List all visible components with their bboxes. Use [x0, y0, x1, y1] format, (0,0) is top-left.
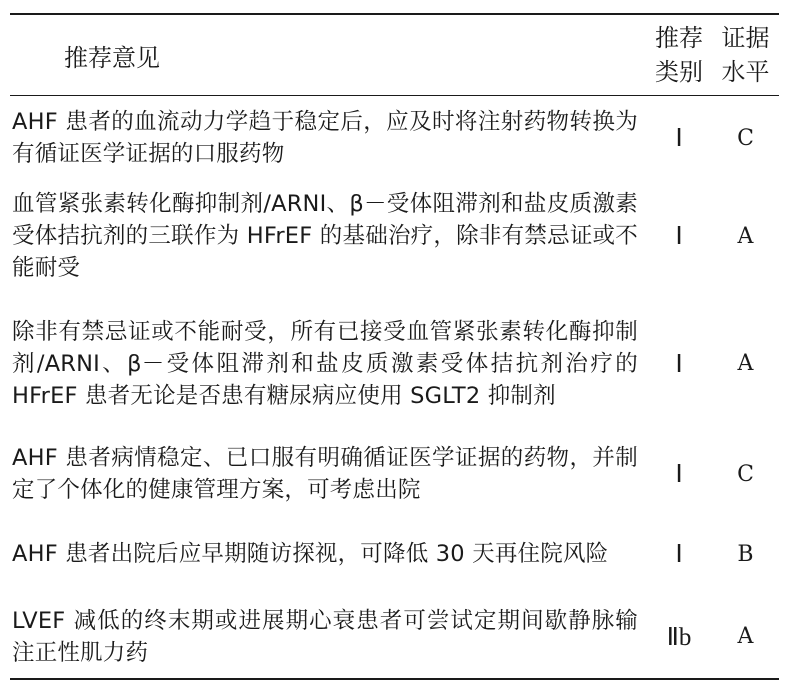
header-level-line2: 水平 [721, 58, 770, 86]
table-row [10, 180, 779, 292]
evidence-level: B [737, 541, 754, 567]
evidence-level: A [737, 223, 754, 249]
recommendation-class: Ⅰ [675, 223, 683, 250]
header-level [712, 21, 779, 89]
recommendation-text: AHF 患者的血流动力学趋于稳定后，应及时将注射药物转换为有循证医学证据的口服药物 [12, 109, 638, 167]
recommendation-text: LVEF 减低的终末期或进展期心衰患者可尝试定期间歇静脉输注正性肌力药 [12, 607, 638, 666]
table-row [10, 513, 779, 595]
recommendation-text: AHF 患者病情稳定、已口服有明确循证医学证据的药物，并制定了个体化的健康管理方案，可考虑出院 [12, 445, 638, 503]
recommendation-text: 除非有禁忌证或不能耐受，所有已接受血管紧张素转化酶抑制剂/ARNI、β－受体阻滞剂和盐皮质激素受体拮抗剂治疗的 HFrEF 患者无论是否患有糖尿病应使用 SGLT2 抑制剂 [12, 318, 638, 409]
table-row [10, 96, 779, 180]
recommendation-class: Ⅰ [675, 125, 683, 152]
table-row [10, 435, 779, 513]
recommendation-text: 血管紧张素转化酶抑制剂/ARNI、β－受体阻滞剂和盐皮质激素受体拮抗剂的三联作为 HFrEF 的基础治疗，除非有禁忌证或不能耐受 [12, 191, 638, 281]
evidence-level: C [737, 125, 754, 151]
header-class-line1: 推荐 [655, 24, 703, 52]
recommendation-table [10, 13, 779, 680]
header-level-line1: 证据 [721, 24, 770, 52]
recommendation-class: Ⅰ [675, 350, 683, 378]
recommendation-text: AHF 患者出院后应早期随访探视，可降低 30 天再住院风险 [12, 541, 609, 567]
recommendation-class: Ⅱb [666, 623, 692, 651]
recommendation-class: Ⅰ [675, 461, 683, 488]
header-class [646, 21, 712, 89]
header-recommendation: 推荐意见 [64, 43, 160, 72]
header-class-line2: 类别 [655, 58, 703, 86]
table-row [10, 292, 779, 435]
table-header [10, 15, 779, 95]
table-bottom-rule [10, 678, 779, 680]
evidence-level: C [737, 461, 754, 487]
evidence-level: A [737, 624, 754, 649]
recommendation-class: Ⅰ [675, 541, 683, 568]
table-row [10, 595, 779, 678]
evidence-level: A [737, 351, 754, 376]
